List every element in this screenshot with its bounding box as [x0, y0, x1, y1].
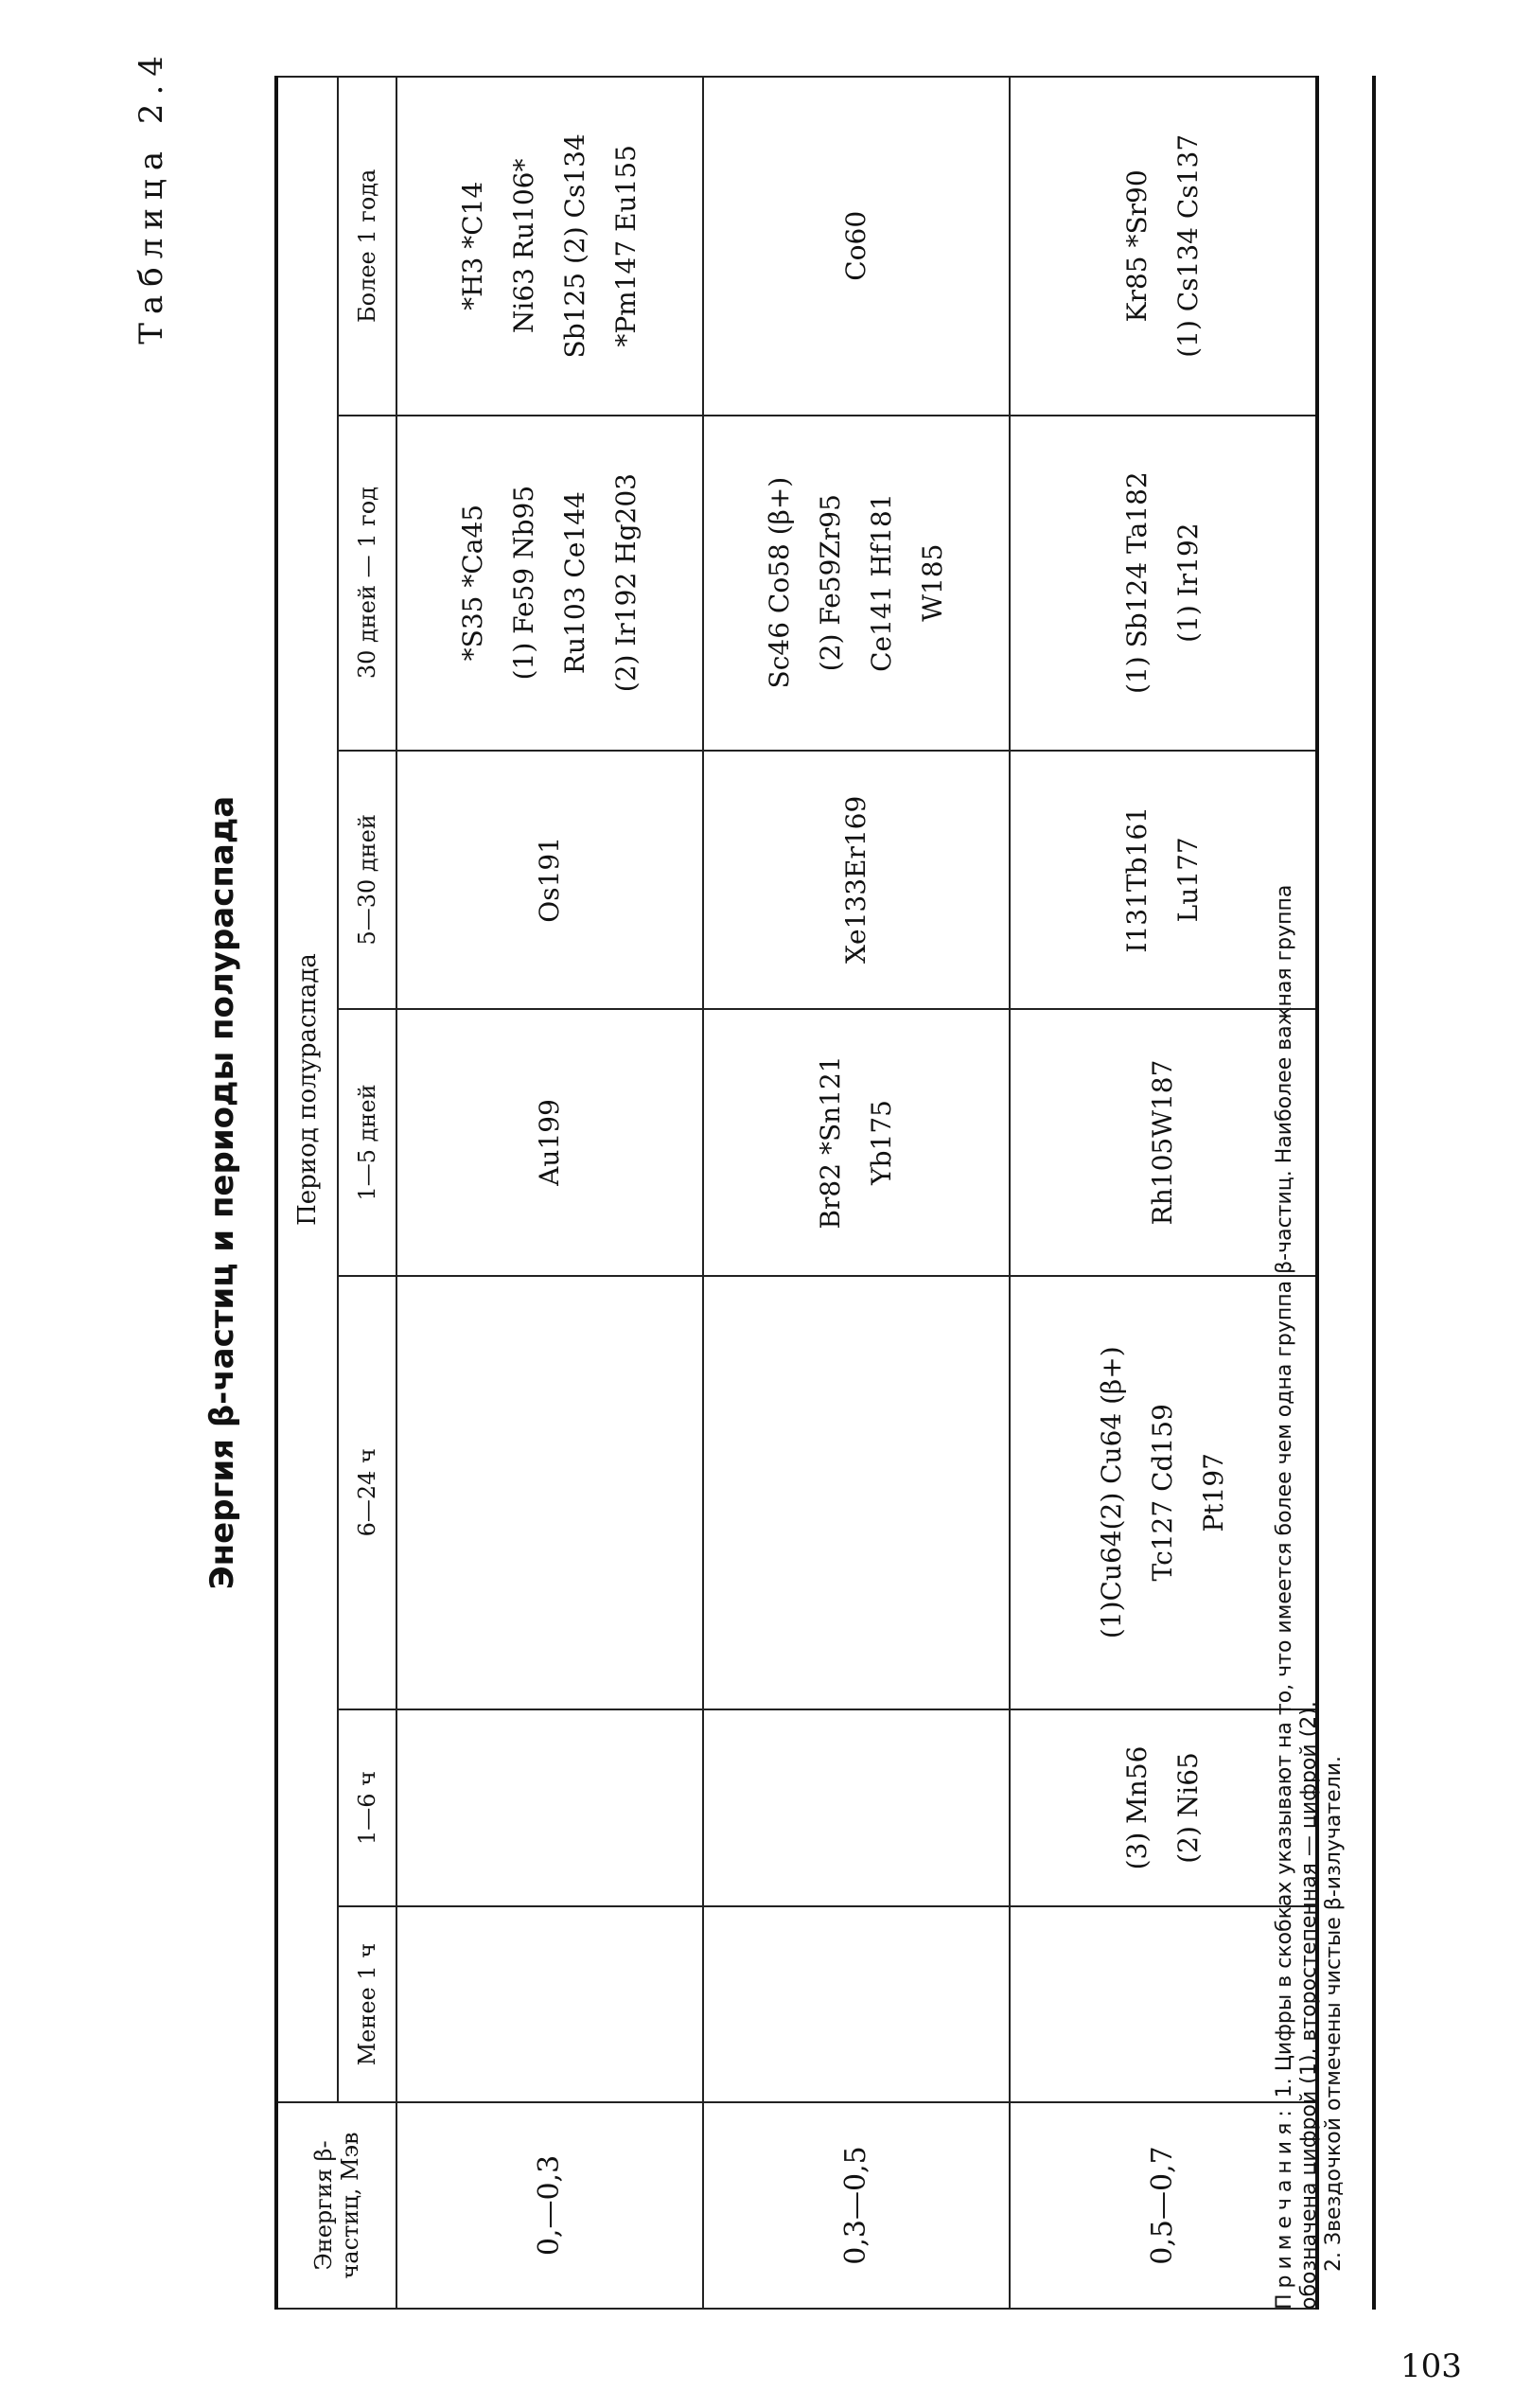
period-column-header: 1—6 ч: [338, 1709, 396, 1907]
table-number: Таблица 2.4: [132, 47, 170, 345]
isotope-line: Ni63 Ru106*: [508, 158, 539, 334]
isotope-line: (2) Ni65: [1172, 1752, 1204, 1864]
isotope-line: Kr85 *Sr90: [1121, 169, 1153, 323]
rotated-content: [132, 47, 1457, 2338]
period-column-header: 5—30 дней: [338, 751, 396, 1009]
isotope-line: (1)Cu64(2) Cu64 (β+): [1096, 1346, 1127, 1639]
table-row: [396, 77, 703, 2309]
energy-column-header: Энергия β-частиц, Мэв: [276, 2102, 396, 2309]
isotope-line: Br82 *Sn121: [815, 1055, 846, 1230]
isotope-cell: [703, 1009, 1010, 1276]
isotope-line: Co60: [840, 210, 871, 281]
half-life-table: [274, 76, 1319, 2310]
energy-cell: 0,3—0,5: [703, 2102, 1010, 2309]
isotope-line: Tc127 Cd159: [1147, 1404, 1178, 1582]
isotope-cell: [703, 1276, 1010, 1709]
isotope-cell: [1010, 77, 1317, 416]
isotope-line: Au199: [534, 1099, 565, 1186]
period-column-header: 6—24 ч: [338, 1276, 396, 1709]
note-2: 2. Звездочкой отмечены чистые β-излучатели.: [1322, 1755, 1346, 2272]
isotope-line: Os191: [534, 836, 565, 923]
isotope-cell: [396, 77, 703, 416]
page-number: 103: [1400, 2347, 1462, 2385]
isotope-cell: [1010, 1709, 1317, 1907]
isotope-cell: [396, 1009, 703, 1276]
isotope-cell: [1010, 1906, 1317, 2102]
isotope-cell: [396, 1709, 703, 1907]
isotope-line: *Pm147 Eu155: [610, 145, 642, 347]
isotope-cell: [703, 77, 1010, 416]
isotope-cell: [1010, 416, 1317, 751]
note-1: 1. Цифры в скобках указывают на то, что имеется более чем одна группа β-частиц. Наиболее важная группа: [1273, 884, 1296, 2098]
period-column-header: 1—5 дней: [338, 1009, 396, 1276]
isotope-cell: [1010, 1009, 1317, 1276]
isotope-line: Sc46 Co58 (β+): [764, 476, 795, 689]
isotope-line: (1) Fe59 Nb95: [508, 485, 539, 681]
isotope-line: W185: [917, 543, 948, 622]
period-column-header: Более 1 года: [338, 77, 396, 416]
isotope-line: Lu177: [1172, 837, 1204, 923]
isotope-line: (2) Fe59Zr95: [815, 494, 846, 672]
isotope-line: *H3 *C14: [457, 181, 488, 310]
bottom-rule: [1372, 76, 1376, 2310]
energy-cell: 0,—0,3: [396, 2102, 703, 2309]
isotope-line: Rh105W187: [1147, 1059, 1178, 1226]
isotope-line: Pt197: [1198, 1453, 1229, 1532]
isotope-cell: [1010, 751, 1317, 1009]
table-row: [1010, 77, 1317, 2309]
isotope-cell: [396, 1906, 703, 2102]
notes: [1273, 76, 1347, 2310]
isotope-cell: [396, 1276, 703, 1709]
energy-cell: 0,5—0,7: [1010, 2102, 1317, 2309]
isotope-cell: [396, 416, 703, 751]
isotope-cell: [703, 416, 1010, 751]
isotope-cell: [703, 751, 1010, 1009]
table-row: [703, 77, 1010, 2309]
isotope-line: *S35 *Ca45: [457, 504, 488, 662]
isotope-line: (3) Mn56: [1121, 1745, 1153, 1870]
isotope-cell: [703, 1906, 1010, 2102]
isotope-cell: [703, 1709, 1010, 1907]
period-group-header: Период полураспада: [276, 77, 338, 2102]
notes-label: Примечания:: [1273, 2104, 1296, 2310]
isotope-line: Xe133Er169: [840, 795, 871, 964]
isotope-line: Ce141 Hf181: [866, 493, 897, 672]
isotope-line: Ru103 Ce144: [559, 491, 590, 675]
period-column-header: 30 дней — 1 год: [338, 416, 396, 751]
isotope-line: Sb125 (2) Cs134: [559, 133, 590, 359]
isotope-line: (2) Ir192 Hg203: [610, 473, 642, 693]
isotope-line: (1) Cs134 Cs137: [1172, 133, 1204, 358]
isotope-line: (1) Sb124 Ta182: [1121, 471, 1153, 694]
table-title: Энергия β-частиц и периоды полураспада: [203, 795, 241, 1590]
isotope-line: I131Tb161: [1121, 806, 1153, 953]
period-column-header: Менее 1 ч: [338, 1906, 396, 2102]
isotope-cell: [1010, 1276, 1317, 1709]
isotope-line: (1) Ir192: [1172, 522, 1204, 643]
isotope-cell: [396, 751, 703, 1009]
note-1-cont: обозначена цифрой (1), второстепенная — цифрой (2).: [1297, 1701, 1321, 2310]
isotope-line: Yb175: [866, 1100, 897, 1185]
